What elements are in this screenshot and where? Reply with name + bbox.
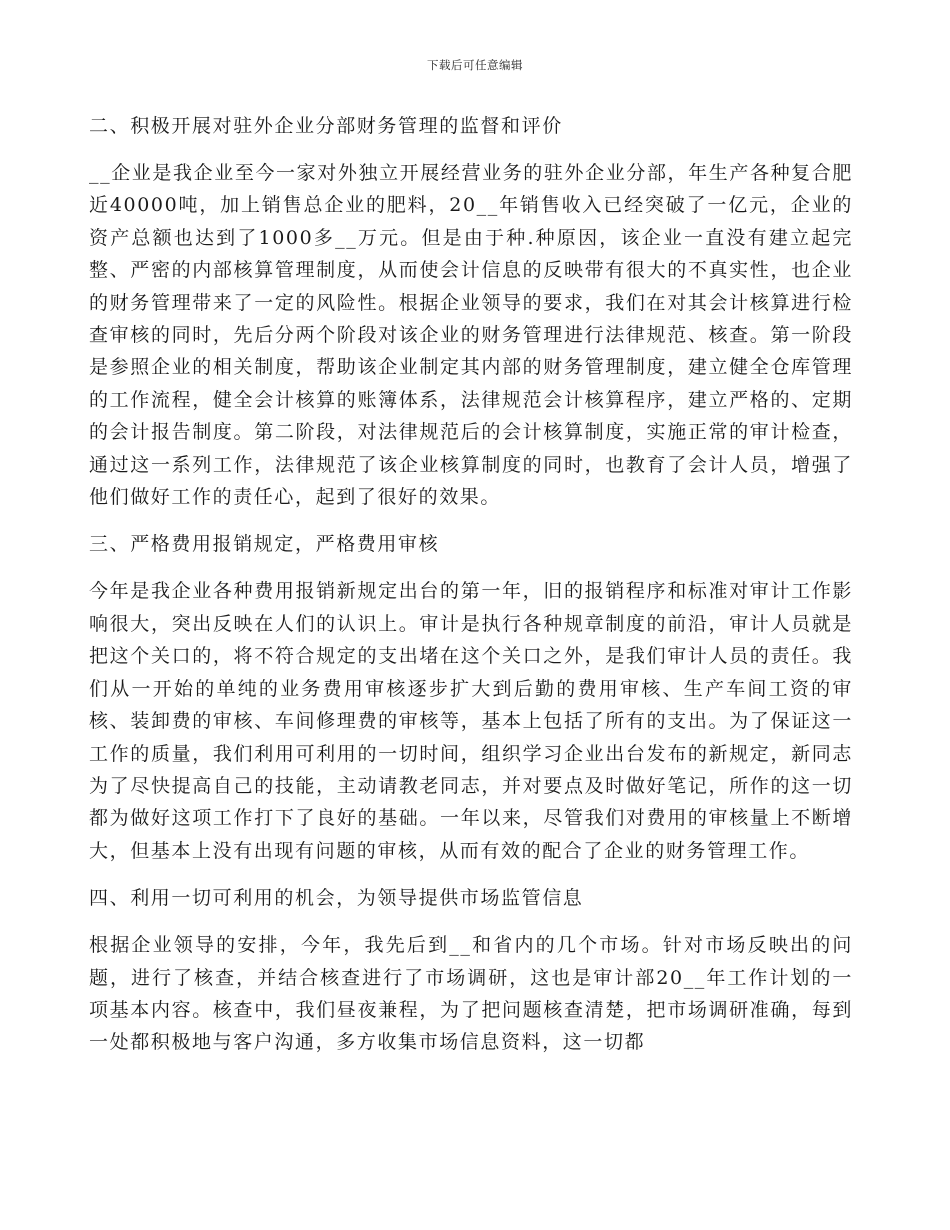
section-paragraph-4: 根据企业领导的安排，今年，我先后到__和省内的几个市场。针对市场反映出的问题，进行了核查，并结合核查进行了市场调研，这也是审计部20__年工作计划的一项基本内容。核查中，我们昼夜兼程，为了把问题核查清楚，把市场调研准确，每到一处都积极地与客户沟通，多方收集市场信息资料，这一切都 [89,934,853,1054]
section-paragraph-3: 今年是我企业各种费用报销新规定出台的第一年，旧的报销程序和标准对审计工作影响很大，突出反映在人们的认识上。审计是执行各种规章制度的前沿，审计人员就是把这个关口的，将不符合规定的支出堵在这个关口之外，是我们审计人员的责任。我们从一开始的单纯的业务费用审核逐步扩大到后勤的费用审核、生产车间工资的审核、装卸费的审核、车间修理费的审核等，基本上包括了所有的支出。为了保证这一工作的质量，我们利用可利用的一切时间，组织学习企业出台发布的新规定，新同志为了尽快提高自己的技能，主动请教老同志，并对要点及时做好笔记，所作的这一切都为做好这项工作打下了良好的基础。一年以来，尽管我们对费用的审核量上不断增大，但基本上没有出现有问题的审核，从而有效的配合了企业的财务管理工作。 [89,580,853,862]
section-heading-2: 二、积极开展对驻外企业分部财务管理的监督和评价 [89,115,563,137]
document-body [89,109,853,1073]
section-heading-4: 四、利用一切可利用的机会，为领导提供市场监管信息 [89,887,584,910]
page-header: 下载后可任意编辑 [427,58,523,72]
section-heading-3: 三、严格费用报销规定，严格费用审核 [89,533,440,556]
section-paragraph-2: __企业是我企业至今一家对外独立开展经营业务的驻外企业分部，年生产各种复合肥近40000吨，加上销售总企业的肥料，20__年销售收入已经突破了一亿元，企业的资产总额也达到了1000多__万元。但是由于种.种原因，该企业一直没有建立起完整、严密的内部核算管理制度，从而使会计信息的反映带有很大的不真实性，也企业的财务管理带来了一定的风险性。根据企业领导的要求，我们在对其会计核算进行检查审核的同时，先后分两个阶段对该企业的财务管理进行法律规范、核查。第一阶段是参照企业的相关制度，帮助该企业制定其内部的财务管理制度，建立健全仓库管理的工作流程，健全会计核算的账簿体系，法律规范会计核算程序，建立严格的、定期的会计报告制度。第二阶段，对法律规范后的会计核算制度，实施正常的审计检查，通过这一系列工作，法律规范了该企业核算制度的同时，也教育了会计人员，增强了他们做好工作的责任心，起到了很好的效果。 [89,162,853,509]
